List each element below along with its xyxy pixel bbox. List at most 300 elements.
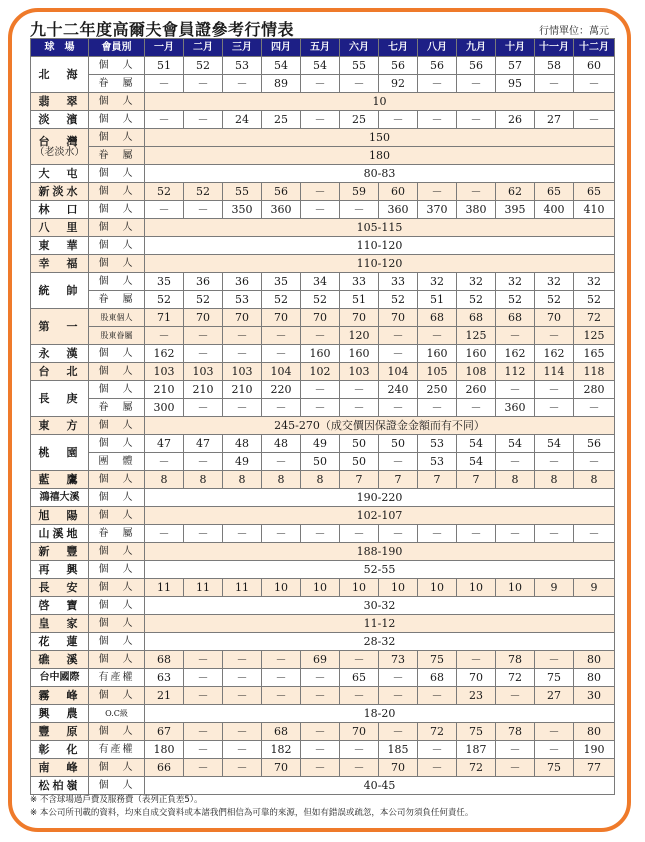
course-name bbox=[31, 345, 89, 363]
price-cell: 55 bbox=[340, 57, 379, 75]
price-cell: － bbox=[457, 75, 496, 93]
price-cell: 185 bbox=[379, 741, 418, 759]
course-name-text: 翡 翠 bbox=[38, 95, 81, 108]
table-row bbox=[31, 705, 615, 723]
price-cell: － bbox=[379, 399, 418, 417]
price-cell: 21 bbox=[145, 687, 184, 705]
course-name bbox=[31, 129, 89, 165]
price-cell: 360 bbox=[379, 201, 418, 219]
price-range: 110-120 bbox=[145, 237, 615, 255]
price-cell: 60 bbox=[379, 183, 418, 201]
table-row bbox=[31, 165, 615, 183]
course-name bbox=[31, 183, 89, 201]
table-row bbox=[31, 669, 615, 687]
price-cell: 78 bbox=[496, 723, 535, 741]
price-cell: － bbox=[496, 453, 535, 471]
member-type: 眷 屬 bbox=[89, 291, 145, 309]
course-name bbox=[31, 615, 89, 633]
price-cell: 53 bbox=[418, 435, 457, 453]
price-cell: 105 bbox=[418, 363, 457, 381]
course-name-text: 北 海 bbox=[38, 68, 81, 81]
price-cell: 160 bbox=[457, 345, 496, 363]
member-type: 眷 屬 bbox=[89, 399, 145, 417]
member-type: 個 人 bbox=[89, 579, 145, 597]
price-cell: － bbox=[184, 399, 223, 417]
member-type: 個 人 bbox=[89, 723, 145, 741]
course-name-text: 永 漢 bbox=[38, 347, 81, 360]
price-cell: 70 bbox=[262, 309, 301, 327]
price-cell: 25 bbox=[262, 111, 301, 129]
member-type: 個 人 bbox=[89, 543, 145, 561]
price-cell: 52 bbox=[535, 291, 574, 309]
price-range: 80-83 bbox=[145, 165, 615, 183]
price-cell: 35 bbox=[262, 273, 301, 291]
price-cell: 125 bbox=[457, 327, 496, 345]
price-cell: － bbox=[379, 327, 418, 345]
price-cell: － bbox=[574, 525, 615, 543]
course-name bbox=[31, 525, 89, 543]
price-cell: 66 bbox=[145, 759, 184, 777]
column-header: 四月 bbox=[262, 39, 301, 57]
price-cell: 68 bbox=[496, 309, 535, 327]
member-type: O.C級 bbox=[89, 705, 145, 723]
price-cell: 10 bbox=[496, 579, 535, 597]
price-cell: 9 bbox=[574, 579, 615, 597]
price-cell: 65 bbox=[535, 183, 574, 201]
price-cell: 120 bbox=[340, 327, 379, 345]
price-cell: 300 bbox=[145, 399, 184, 417]
course-name-text: 長 庚 bbox=[38, 392, 81, 405]
price-cell: － bbox=[379, 687, 418, 705]
price-range: 18-20 bbox=[145, 705, 615, 723]
column-header: 二月 bbox=[184, 39, 223, 57]
price-cell: 75 bbox=[535, 669, 574, 687]
price-cell: － bbox=[418, 525, 457, 543]
course-name-sub: （老淡水） bbox=[34, 146, 85, 158]
price-cell: － bbox=[184, 111, 223, 129]
table-row bbox=[31, 777, 615, 795]
price-cell: － bbox=[340, 741, 379, 759]
course-name-text: 台中國際 bbox=[39, 672, 80, 683]
price-cell: 52 bbox=[379, 291, 418, 309]
price-cell: － bbox=[184, 201, 223, 219]
member-type: 股東眷屬 bbox=[89, 327, 145, 345]
price-cell: 10 bbox=[457, 579, 496, 597]
course-name-text: 新淡水 bbox=[38, 185, 81, 198]
price-cell: － bbox=[496, 741, 535, 759]
table-row bbox=[31, 327, 615, 345]
course-name bbox=[31, 669, 89, 687]
column-header: 十二月 bbox=[574, 39, 615, 57]
price-cell: 103 bbox=[340, 363, 379, 381]
column-header: 六月 bbox=[340, 39, 379, 57]
price-cell: － bbox=[340, 75, 379, 93]
price-cell: 89 bbox=[262, 75, 301, 93]
price-cell: 8 bbox=[535, 471, 574, 489]
price-cell: 48 bbox=[262, 435, 301, 453]
price-cell: 10 bbox=[379, 579, 418, 597]
price-cell: 10 bbox=[418, 579, 457, 597]
price-cell: － bbox=[496, 525, 535, 543]
column-header: 八月 bbox=[418, 39, 457, 57]
price-cell: 54 bbox=[496, 435, 535, 453]
course-name bbox=[31, 597, 89, 615]
member-type: 眷 屬 bbox=[89, 75, 145, 93]
price-cell: 24 bbox=[223, 111, 262, 129]
price-cell: － bbox=[535, 651, 574, 669]
course-name-text: 東 方 bbox=[38, 419, 81, 432]
price-range: 245-270（成交價因保證金金額而有不同） bbox=[145, 417, 615, 435]
price-cell: 190 bbox=[574, 741, 615, 759]
table-row bbox=[31, 201, 615, 219]
page-title: 九十二年度高爾夫會員證參考行情表 bbox=[30, 20, 295, 39]
price-cell: － bbox=[574, 111, 615, 129]
price-cell: 47 bbox=[145, 435, 184, 453]
price-cell: 54 bbox=[457, 435, 496, 453]
price-cell: 36 bbox=[184, 273, 223, 291]
price-cell: 395 bbox=[496, 201, 535, 219]
price-cell: 23 bbox=[457, 687, 496, 705]
course-name bbox=[31, 723, 89, 741]
price-cell: 51 bbox=[145, 57, 184, 75]
member-type: 個 人 bbox=[89, 219, 145, 237]
price-cell: 10 bbox=[301, 579, 340, 597]
course-name bbox=[31, 273, 89, 309]
price-cell: － bbox=[457, 399, 496, 417]
price-range: 28-32 bbox=[145, 633, 615, 651]
course-name-text: 大 屯 bbox=[38, 167, 81, 180]
price-cell: － bbox=[223, 399, 262, 417]
price-cell: － bbox=[340, 687, 379, 705]
price-cell: － bbox=[184, 453, 223, 471]
price-cell: － bbox=[535, 525, 574, 543]
price-cell: 32 bbox=[457, 273, 496, 291]
price-cell: － bbox=[145, 75, 184, 93]
price-cell: － bbox=[184, 723, 223, 741]
price-cell: － bbox=[223, 651, 262, 669]
price-cell: 27 bbox=[535, 111, 574, 129]
course-name bbox=[31, 237, 89, 255]
price-cell: － bbox=[418, 327, 457, 345]
price-cell: 350 bbox=[223, 201, 262, 219]
price-cell: － bbox=[223, 723, 262, 741]
price-cell: 54 bbox=[535, 435, 574, 453]
price-cell: － bbox=[340, 525, 379, 543]
price-cell: － bbox=[262, 399, 301, 417]
member-type: 個 人 bbox=[89, 759, 145, 777]
course-name-text: 桃 園 bbox=[38, 446, 81, 459]
price-cell: 53 bbox=[223, 57, 262, 75]
price-cell: － bbox=[457, 111, 496, 129]
price-cell: － bbox=[457, 525, 496, 543]
price-cell: 70 bbox=[457, 669, 496, 687]
course-name-text: 旭 陽 bbox=[38, 509, 81, 522]
table-row bbox=[31, 759, 615, 777]
price-cell: 80 bbox=[574, 723, 615, 741]
course-name-text: 再 興 bbox=[38, 563, 81, 576]
course-name bbox=[31, 165, 89, 183]
price-cell: 51 bbox=[340, 291, 379, 309]
price-cell: 220 bbox=[262, 381, 301, 399]
price-cell: 103 bbox=[223, 363, 262, 381]
price-range: 30-32 bbox=[145, 597, 615, 615]
price-cell: 11 bbox=[184, 579, 223, 597]
price-cell: 70 bbox=[340, 309, 379, 327]
table-row bbox=[31, 471, 615, 489]
member-type: 個 人 bbox=[89, 489, 145, 507]
price-cell: － bbox=[379, 525, 418, 543]
course-name-text: 南 峰 bbox=[38, 761, 81, 774]
price-cell: 104 bbox=[379, 363, 418, 381]
price-cell: 75 bbox=[457, 723, 496, 741]
course-name-text: 長 安 bbox=[38, 581, 81, 594]
price-cell: 72 bbox=[574, 309, 615, 327]
price-cell: 56 bbox=[457, 57, 496, 75]
price-cell: － bbox=[301, 669, 340, 687]
price-cell: － bbox=[379, 723, 418, 741]
price-cell: 60 bbox=[574, 57, 615, 75]
table-body bbox=[31, 57, 615, 795]
price-cell: 53 bbox=[418, 453, 457, 471]
price-cell: 68 bbox=[457, 309, 496, 327]
footnote-1: ※ 不含球場過戶費及服務費（表列正負差5）。 bbox=[30, 795, 203, 805]
price-cell: 62 bbox=[496, 183, 535, 201]
price-cell: 52 bbox=[262, 291, 301, 309]
price-cell: － bbox=[262, 327, 301, 345]
price-cell: 70 bbox=[379, 309, 418, 327]
price-cell: 63 bbox=[145, 669, 184, 687]
price-cell: 70 bbox=[535, 309, 574, 327]
table-row bbox=[31, 633, 615, 651]
price-cell: 165 bbox=[574, 345, 615, 363]
price-cell: － bbox=[184, 345, 223, 363]
table-row bbox=[31, 291, 615, 309]
price-cell: － bbox=[301, 723, 340, 741]
price-cell: 7 bbox=[340, 471, 379, 489]
course-name-text: 鴻禧大溪 bbox=[39, 492, 80, 503]
member-type: 眷 屬 bbox=[89, 147, 145, 165]
price-cell: － bbox=[457, 183, 496, 201]
column-header: 九月 bbox=[457, 39, 496, 57]
price-cell: 58 bbox=[535, 57, 574, 75]
member-type: 個 人 bbox=[89, 777, 145, 795]
price-cell: 70 bbox=[301, 309, 340, 327]
price-cell: 68 bbox=[262, 723, 301, 741]
price-cell: 210 bbox=[223, 381, 262, 399]
price-cell: 70 bbox=[184, 309, 223, 327]
price-cell: 210 bbox=[184, 381, 223, 399]
price-cell: － bbox=[418, 687, 457, 705]
table-row bbox=[31, 561, 615, 579]
price-cell: 50 bbox=[340, 435, 379, 453]
price-cell: 47 bbox=[184, 435, 223, 453]
price-cell: 51 bbox=[418, 291, 457, 309]
column-header: 會員別 bbox=[89, 39, 145, 57]
member-type: 眷 屬 bbox=[89, 525, 145, 543]
price-cell: 103 bbox=[145, 363, 184, 381]
table-row bbox=[31, 435, 615, 453]
price-cell: 72 bbox=[457, 759, 496, 777]
course-name bbox=[31, 543, 89, 561]
course-name bbox=[31, 93, 89, 111]
price-cell: 54 bbox=[262, 57, 301, 75]
price-cell: － bbox=[145, 327, 184, 345]
price-cell: 118 bbox=[574, 363, 615, 381]
member-type: 個 人 bbox=[89, 165, 145, 183]
table-row bbox=[31, 183, 615, 201]
member-type: 個 人 bbox=[89, 201, 145, 219]
course-name bbox=[31, 435, 89, 471]
course-name bbox=[31, 381, 89, 417]
price-cell: 70 bbox=[262, 759, 301, 777]
member-type: 個 人 bbox=[89, 345, 145, 363]
price-cell: 8 bbox=[223, 471, 262, 489]
table-row bbox=[31, 489, 615, 507]
price-cell: 10 bbox=[262, 579, 301, 597]
table-row bbox=[31, 75, 615, 93]
price-cell: 250 bbox=[418, 381, 457, 399]
course-name-text: 新 豐 bbox=[38, 545, 81, 558]
table-row bbox=[31, 363, 615, 381]
price-range: 40-45 bbox=[145, 777, 615, 795]
member-type: 個 人 bbox=[89, 417, 145, 435]
table-row bbox=[31, 273, 615, 291]
price-cell: － bbox=[223, 759, 262, 777]
price-cell: 180 bbox=[145, 741, 184, 759]
table-row bbox=[31, 93, 615, 111]
price-cell: 59 bbox=[340, 183, 379, 201]
course-name bbox=[31, 471, 89, 489]
price-cell: 8 bbox=[496, 471, 535, 489]
price-cell: 52 bbox=[145, 183, 184, 201]
course-name-text: 台 北 bbox=[38, 365, 81, 378]
price-cell: 52 bbox=[184, 183, 223, 201]
price-cell: 104 bbox=[262, 363, 301, 381]
price-cell: 54 bbox=[301, 57, 340, 75]
price-cell: 56 bbox=[418, 57, 457, 75]
price-cell: － bbox=[340, 201, 379, 219]
member-type: 個 人 bbox=[89, 615, 145, 633]
price-cell: 35 bbox=[145, 273, 184, 291]
price-cell: 53 bbox=[223, 291, 262, 309]
course-name-text: 幸 福 bbox=[38, 257, 81, 270]
table-row bbox=[31, 147, 615, 165]
price-cell: 11 bbox=[145, 579, 184, 597]
course-name-text: 彰 化 bbox=[38, 743, 81, 756]
course-name bbox=[31, 651, 89, 669]
price-range: 188-190 bbox=[145, 543, 615, 561]
table-row bbox=[31, 219, 615, 237]
unit-label: 行情單位：萬元 bbox=[539, 26, 609, 37]
price-cell: 360 bbox=[496, 399, 535, 417]
price-cell: － bbox=[262, 687, 301, 705]
price-cell: － bbox=[184, 327, 223, 345]
price-cell: － bbox=[535, 723, 574, 741]
price-cell: － bbox=[184, 741, 223, 759]
price-cell: － bbox=[262, 651, 301, 669]
price-cell: 69 bbox=[301, 651, 340, 669]
price-cell: 70 bbox=[340, 723, 379, 741]
price-cell: － bbox=[301, 183, 340, 201]
price-cell: 80 bbox=[574, 651, 615, 669]
price-cell: 125 bbox=[574, 327, 615, 345]
column-header: 一月 bbox=[145, 39, 184, 57]
price-cell: 26 bbox=[496, 111, 535, 129]
column-header: 球 場 bbox=[31, 39, 89, 57]
price-cell: 380 bbox=[457, 201, 496, 219]
price-cell: － bbox=[496, 687, 535, 705]
member-type: 個 人 bbox=[89, 255, 145, 273]
price-cell: － bbox=[262, 669, 301, 687]
price-range: 150 bbox=[145, 129, 615, 147]
member-type: 個 人 bbox=[89, 651, 145, 669]
price-cell: 33 bbox=[379, 273, 418, 291]
price-cell: 92 bbox=[379, 75, 418, 93]
price-cell: 8 bbox=[301, 471, 340, 489]
price-cell: － bbox=[262, 453, 301, 471]
price-cell: 57 bbox=[496, 57, 535, 75]
member-type: 個 人 bbox=[89, 435, 145, 453]
price-cell: － bbox=[301, 759, 340, 777]
price-cell: 8 bbox=[262, 471, 301, 489]
course-name-text: 霧 峰 bbox=[38, 689, 81, 702]
table-row bbox=[31, 399, 615, 417]
course-name-text: 台 灣 bbox=[38, 134, 81, 148]
price-cell: 72 bbox=[496, 669, 535, 687]
table-row bbox=[31, 417, 615, 435]
price-cell: － bbox=[574, 453, 615, 471]
member-type: 個 人 bbox=[89, 633, 145, 651]
price-cell: 112 bbox=[496, 363, 535, 381]
price-cell: 7 bbox=[457, 471, 496, 489]
price-cell: 240 bbox=[379, 381, 418, 399]
price-cell: 160 bbox=[301, 345, 340, 363]
price-cell: 25 bbox=[340, 111, 379, 129]
course-name-text: 八 里 bbox=[38, 221, 81, 234]
price-range: 190-220 bbox=[145, 489, 615, 507]
course-name-text: 豐 原 bbox=[38, 725, 81, 738]
price-cell: 80 bbox=[574, 669, 615, 687]
price-cell: 52 bbox=[496, 291, 535, 309]
course-name bbox=[31, 705, 89, 723]
price-cell: － bbox=[301, 111, 340, 129]
table-row bbox=[31, 579, 615, 597]
table-row bbox=[31, 129, 615, 147]
price-cell: 52 bbox=[457, 291, 496, 309]
price-cell: － bbox=[184, 759, 223, 777]
member-type: 個 人 bbox=[89, 687, 145, 705]
price-cell: － bbox=[418, 399, 457, 417]
price-cell: 65 bbox=[340, 669, 379, 687]
member-type: 個 人 bbox=[89, 381, 145, 399]
price-cell: 360 bbox=[262, 201, 301, 219]
course-name-text: 花 蓮 bbox=[38, 635, 81, 648]
table-row bbox=[31, 111, 615, 129]
price-cell: － bbox=[340, 759, 379, 777]
price-cell: 75 bbox=[418, 651, 457, 669]
table-row bbox=[31, 615, 615, 633]
course-name bbox=[31, 507, 89, 525]
price-cell: － bbox=[418, 111, 457, 129]
price-cell: － bbox=[184, 525, 223, 543]
price-cell: － bbox=[145, 201, 184, 219]
course-name-text: 藍 鷹 bbox=[38, 473, 81, 486]
course-name-text: 淡 濱 bbox=[38, 113, 81, 126]
member-type: 個 人 bbox=[89, 237, 145, 255]
price-cell: 9 bbox=[535, 579, 574, 597]
price-cell: 68 bbox=[418, 309, 457, 327]
price-cell: － bbox=[418, 759, 457, 777]
